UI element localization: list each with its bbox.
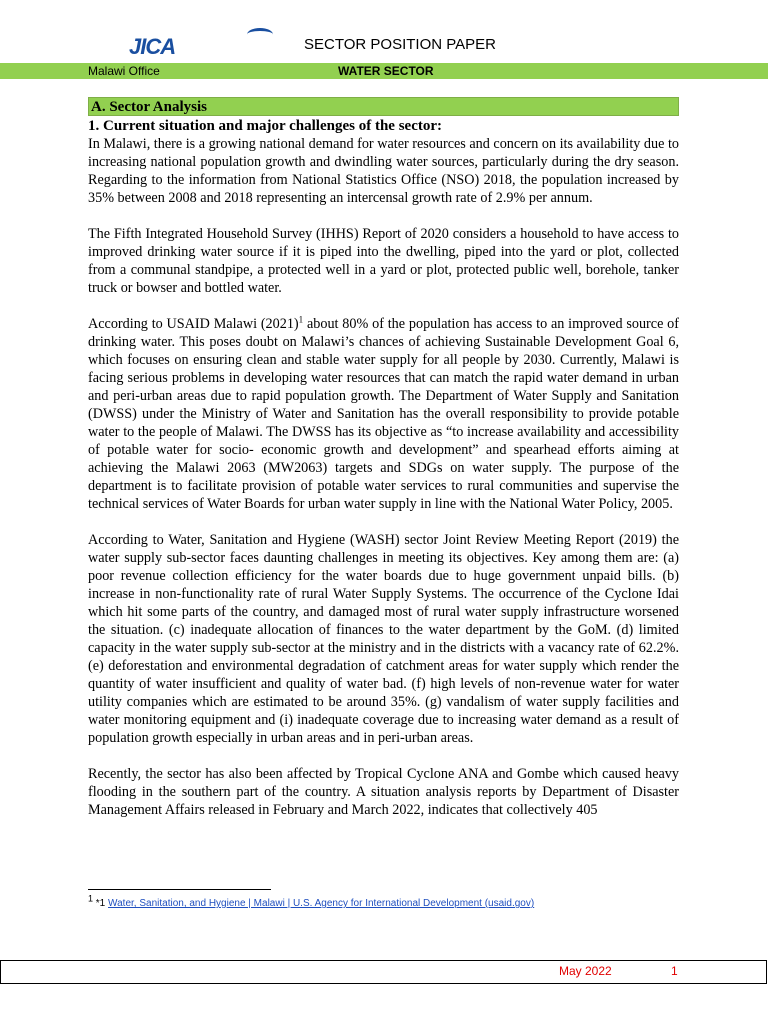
- sector-label: WATER SECTOR: [338, 64, 434, 78]
- header-bar: [0, 63, 768, 79]
- section-heading-bar: [88, 97, 679, 116]
- footnote-prefix: *1: [93, 898, 109, 909]
- footnote-mark: 1: [88, 893, 94, 904]
- paragraph-3-start: According to USAID Malawi (2021): [88, 316, 299, 332]
- paragraph-1: In Malawi, there is a growing national demand for water resources and concern on its availability due to increasing national population growth and dwindling water sources, particularly during the dry season. Regarding to the information from National Statistics Office (NSO) 2018, the population increased by 35% between 2008 and 2018 representing an intercensal growth rate of 2.9% per annum.: [88, 136, 679, 206]
- footnote-separator: [88, 889, 271, 890]
- footer-bar: [0, 960, 767, 984]
- jica-logo: JICA: [129, 34, 176, 59]
- footnote-reference[interactable]: 1: [298, 314, 304, 325]
- paragraph-3: [88, 315, 679, 513]
- page-number: 1: [671, 964, 678, 978]
- footnote: [88, 893, 535, 911]
- body-text: [88, 135, 679, 837]
- office-label: Malawi Office: [88, 64, 160, 78]
- paragraph-4: According to Water, Sanitation and Hygiene (WASH) sector Joint Review Meeting Report (2019) the water supply sub-sector faces daunting challenges in meeting its objectives. Key among them are: (a) poor revenue collection efficiency for the water boards due to huge government unpaid bills. (b) increase in non-functionality rate of rural Water Supply Systems. The occurrence of the Cyclone Idai which hit some parts of the country, and damaged most of rural water supply infrastructure worsened the situation. (c) inadequate allocation of finances to the water department by the GoM. (d) limited capacity in the water supply sub-sector at the ministry and in the districts with a vacancy rate of 62.2%. (e) deforestation and environmental degradation of catchment areas for water supply which render the quantity of water insufficient and quality of water bad. (f) high levels of non-revenue water for water utility companies which are estimated to be around 35%. (g) vandalism of water supply facilities and water monitoring equipment and (i) inadequate coverage due to increasing water demand as a result of population growth especially in urban areas and in peri-urban areas.: [88, 532, 679, 746]
- paragraph-2: The Fifth Integrated Household Survey (IHHS) Report of 2020 considers a household to have access to improved drinking water source if it is piped into the dwelling, piped into the yard or plot, collected from a communal standpipe, a protected well in a yard or plot, protected public well, borehole, tanker truck or bowser and bottled water.: [88, 226, 679, 296]
- footer-date: May 2022: [559, 964, 612, 978]
- section-title: A. Sector Analysis: [91, 99, 207, 115]
- document-title: SECTOR POSITION PAPER: [304, 36, 496, 53]
- subsection-heading: 1. Current situation and major challenges of the sector:: [88, 118, 442, 134]
- paragraph-5: Recently, the sector has also been affected by Tropical Cyclone ANA and Gombe which caused heavy flooding in the southern part of the country. A situation analysis reports by Department of Disaster Management Affairs released in February and March 2022, indicates that collectively 405: [88, 766, 679, 818]
- paragraph-3-rest: about 80% of the population has access to an improved source of drinking water. This poses doubt on Malawi’s chances of achieving Sustainable Development Goal 6, which focuses on ensuring clean and stable water supply for all people by 2030. Currently, Malawi is facing serious problems in developing water resources that can match the rapid water demand in urban and peri-urban areas due to rapid population growth. The Department of Water Supply and Sanitation (DWSS) under the Ministry of Water and Sanitation has the overall responsibility to provide potable water to the people of Malawi. The DWSS has its objective as “to increase availability and accessibility of potable water for socio- economic growth and development” and spearhead efforts aiming at achieving the Malawi 2063 (MW2063) targets and SDGs on water supply. The purpose of the department is to facilitate provision of potable water services to rural communities and supervise the technical services of Water Boards for urban water supply in line with the National Water Policy, 2005.: [88, 316, 680, 512]
- footnote-link[interactable]: Water, Sanitation, and Hygiene | Malawi | U.S. Agency for International Development (usaid.gov): [108, 898, 535, 909]
